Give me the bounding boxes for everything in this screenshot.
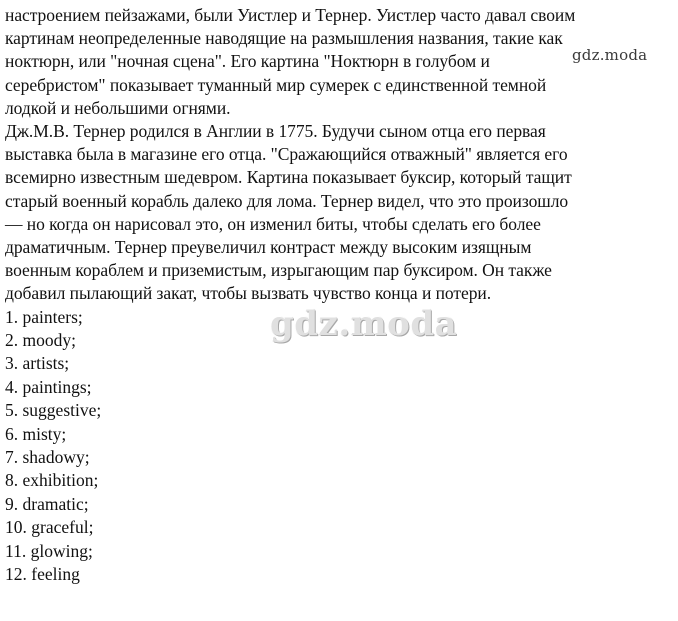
watermark-large: gdz.moda [270, 304, 458, 344]
answer-item: 4. paintings; [5, 376, 92, 397]
text-line: серебристом" показывает туманный мир сумерек с единственной темной [5, 74, 547, 95]
answer-item: 12. feeling [5, 564, 80, 585]
watermark-small: gdz.moda [572, 46, 648, 64]
text-line: Дж.М.В. Тернер родился в Англии в 1775. Будучи сыном отца его первая [5, 121, 546, 142]
text-line: добавил пылающий закат, чтобы вызвать чувство конца и потери. [5, 283, 492, 304]
answer-item: 8. exhibition; [5, 470, 99, 491]
text-line: старый военный корабль далеко для лома. Тернер видел, что это произошло [5, 190, 569, 211]
text-line: — но когда он нарисовал это, он изменил биты, чтобы сделать его более [5, 213, 541, 234]
answer-item: 7. shadowy; [5, 447, 90, 468]
text-line: драматичным. Тернер преувеличил контраст между высоким изящным [5, 237, 532, 258]
text-line: военным кораблем и приземистым, изрыгающим пар буксиром. Он также [5, 260, 552, 281]
answer-list [5, 306, 671, 587]
document-page [5, 4, 671, 587]
answer-item: 11. glowing; [5, 540, 93, 561]
answer-item: 1. painters; [5, 306, 83, 327]
text-line: ноктюрн, или "ночная сцена". Его картина "Ноктюрн в голубом и [5, 51, 490, 72]
text-line: выставка была в магазине его отца. "Сражающийся отважный" является его [5, 144, 568, 165]
answer-item: 6. misty; [5, 423, 67, 444]
answer-item: 9. dramatic; [5, 493, 89, 514]
text-line: лодкой и небольшими огнями. [5, 97, 231, 118]
answer-item: 3. artists; [5, 353, 70, 374]
answer-item: 5. suggestive; [5, 400, 102, 421]
text-line: настроением пейзажами, были Уистлер и Тернер. Уистлер часто давал своим [5, 5, 576, 25]
answer-item: 2. moody; [5, 330, 76, 351]
text-line: картинам неопределенные наводящие на размышления названия, такие как [5, 28, 563, 49]
text-line: всемирно известным шедевром. Картина показывает буксир, который тащит [5, 167, 572, 188]
answer-item: 10. graceful; [5, 517, 94, 538]
